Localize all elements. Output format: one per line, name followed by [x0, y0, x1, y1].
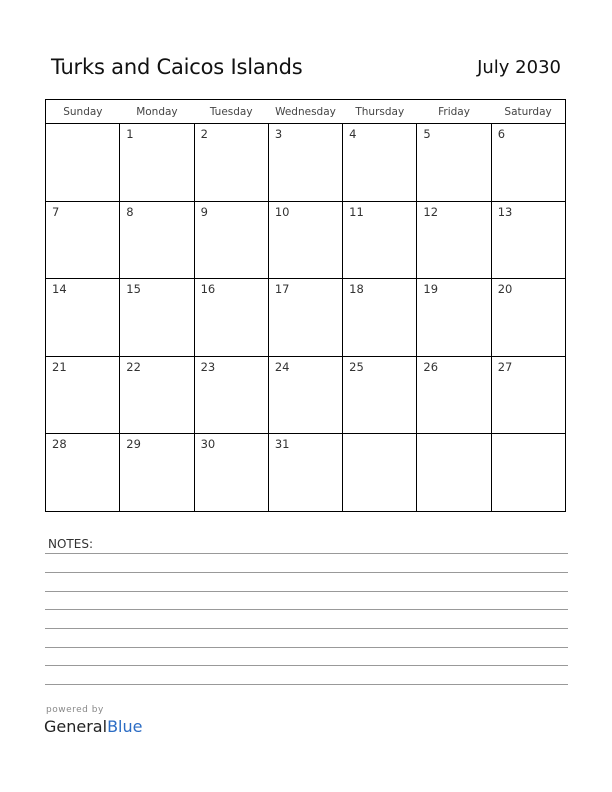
month-year-label: July 2030 — [477, 57, 561, 78]
day-number: 17 — [274, 282, 290, 297]
day-cell — [343, 279, 417, 357]
day-cell — [491, 356, 565, 434]
day-cell — [268, 356, 342, 434]
week-row-5 — [46, 434, 566, 512]
day-cell — [343, 201, 417, 279]
week-row-3 — [46, 279, 566, 357]
day-number — [46, 124, 119, 127]
day-cell — [194, 124, 268, 202]
day-cell — [46, 124, 120, 202]
day-number: 13 — [497, 204, 513, 219]
day-number: 5 — [423, 127, 431, 142]
day-number: 19 — [423, 282, 439, 297]
day-cell — [491, 201, 565, 279]
notes-line — [45, 647, 568, 648]
calendar-grid — [45, 99, 566, 512]
day-number — [492, 434, 565, 437]
day-number: 21 — [52, 359, 67, 374]
day-cell — [268, 124, 342, 202]
day-number: 25 — [349, 359, 364, 374]
day-cell — [46, 279, 120, 357]
day-number: 27 — [497, 359, 513, 374]
day-cell — [417, 124, 491, 202]
day-cell — [417, 356, 491, 434]
generalblue-logo — [44, 717, 142, 736]
day-cell — [343, 356, 417, 434]
day-cell — [491, 124, 565, 202]
day-number: 8 — [126, 204, 134, 219]
day-number: 22 — [126, 359, 141, 374]
week-row-1 — [46, 124, 566, 202]
day-cell — [46, 356, 120, 434]
weekday-sunday: Sunday — [46, 100, 120, 124]
day-cell — [46, 201, 120, 279]
day-cell — [268, 201, 342, 279]
day-number: 28 — [52, 437, 67, 452]
day-number — [417, 434, 490, 437]
day-number: 7 — [52, 204, 60, 219]
day-cell — [491, 434, 565, 512]
notes-line — [45, 628, 568, 629]
day-number: 2 — [200, 127, 208, 142]
notes-label: NOTES: — [48, 537, 93, 551]
day-cell — [491, 279, 565, 357]
weekday-tuesday: Tuesday — [194, 100, 268, 124]
day-number: 11 — [349, 204, 364, 219]
day-number: 26 — [423, 359, 439, 374]
powered-by-label: powered by — [46, 705, 104, 715]
day-cell — [417, 434, 491, 512]
notes-line — [45, 609, 568, 610]
day-number: 6 — [497, 127, 506, 142]
weekday-thursday: Thursday — [343, 100, 417, 124]
day-number: 1 — [126, 127, 134, 142]
day-number: 30 — [200, 437, 216, 452]
day-cell — [343, 434, 417, 512]
day-number: 20 — [497, 282, 513, 297]
day-cell — [46, 434, 120, 512]
day-cell — [120, 434, 194, 512]
notes-line — [45, 572, 568, 573]
brand-blue: Blue — [107, 717, 143, 736]
weekday-header-row — [46, 100, 566, 124]
day-cell — [120, 279, 194, 357]
day-cell — [194, 201, 268, 279]
day-cell — [417, 201, 491, 279]
weekday-friday: Friday — [417, 100, 491, 124]
day-number: 15 — [126, 282, 141, 297]
day-number — [343, 434, 416, 437]
week-row-2 — [46, 201, 566, 279]
day-number: 24 — [274, 359, 290, 374]
day-cell — [417, 279, 491, 357]
day-cell — [194, 434, 268, 512]
day-number: 23 — [200, 359, 216, 374]
day-number: 10 — [274, 204, 290, 219]
day-cell — [268, 279, 342, 357]
day-cell — [194, 356, 268, 434]
day-cell — [343, 124, 417, 202]
day-number: 14 — [52, 282, 67, 297]
notes-line — [45, 665, 568, 666]
day-cell — [120, 356, 194, 434]
day-cell — [120, 124, 194, 202]
day-number: 4 — [349, 127, 357, 142]
notes-line — [45, 684, 568, 685]
weekday-saturday: Saturday — [491, 100, 565, 124]
day-number: 9 — [200, 204, 208, 219]
day-number: 16 — [200, 282, 216, 297]
day-number: 3 — [274, 127, 283, 142]
day-cell — [268, 434, 342, 512]
weekday-monday: Monday — [120, 100, 194, 124]
notes-line — [45, 553, 568, 554]
day-number: 18 — [349, 282, 364, 297]
day-number: 29 — [126, 437, 141, 452]
brand-general: General — [44, 717, 108, 736]
weekday-wednesday: Wednesday — [268, 100, 342, 124]
calendar-title: Turks and Caicos Islands — [51, 55, 303, 79]
notes-line — [45, 591, 568, 592]
day-cell — [120, 201, 194, 279]
day-number: 31 — [274, 437, 290, 452]
day-cell — [194, 279, 268, 357]
week-row-4 — [46, 356, 566, 434]
day-number: 12 — [423, 204, 439, 219]
